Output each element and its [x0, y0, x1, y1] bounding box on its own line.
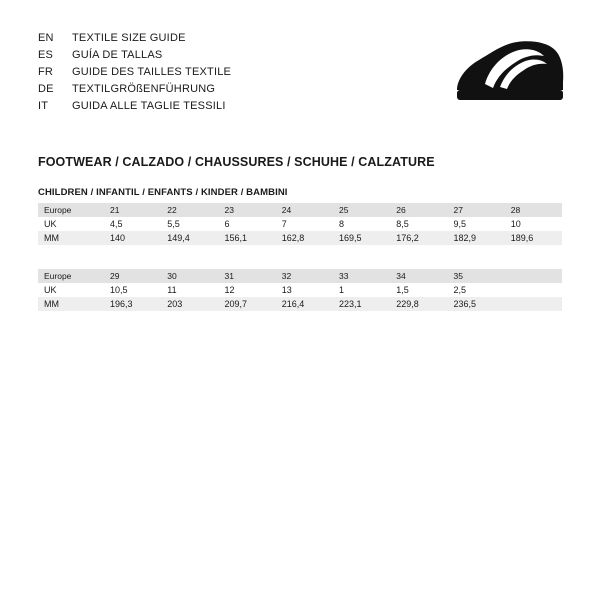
cell: 4,5 — [104, 217, 161, 231]
cell: 189,6 — [505, 231, 562, 245]
cell: 23 — [219, 203, 276, 217]
cell: 169,5 — [333, 231, 390, 245]
cell: 5,5 — [161, 217, 218, 231]
cell: 149,4 — [161, 231, 218, 245]
cell: 33 — [333, 269, 390, 283]
cell: 162,8 — [276, 231, 333, 245]
table-row — [38, 269, 562, 283]
language-row-it — [38, 100, 368, 117]
table-row — [38, 297, 562, 311]
row-label: UK — [38, 283, 104, 297]
cell: 10,5 — [104, 283, 161, 297]
language-label: TEXTILE SIZE GUIDE — [72, 32, 186, 44]
language-list — [38, 32, 368, 117]
cell: 182,9 — [448, 231, 505, 245]
language-label: TEXTILGRÖßENFÜHRUNG — [72, 83, 216, 95]
cell: 229,8 — [390, 297, 447, 311]
row-label: UK — [38, 217, 104, 231]
row-label: MM — [38, 297, 104, 311]
cell: 223,1 — [333, 297, 390, 311]
cell — [505, 269, 562, 283]
cell: 30 — [161, 269, 218, 283]
cell: 1,5 — [390, 283, 447, 297]
cell: 29 — [104, 269, 161, 283]
cell: 10 — [505, 217, 562, 231]
cell: 7 — [276, 217, 333, 231]
table-row — [38, 217, 562, 231]
cell: 12 — [219, 283, 276, 297]
cell: 21 — [104, 203, 161, 217]
cell: 1 — [333, 283, 390, 297]
language-code: IT — [38, 100, 49, 112]
language-code: ES — [38, 49, 54, 61]
language-row-de — [38, 83, 368, 100]
row-label: Europe — [38, 203, 104, 217]
cell: 11 — [161, 283, 218, 297]
cell: 140 — [104, 231, 161, 245]
cell: 236,5 — [448, 297, 505, 311]
cell: 32 — [276, 269, 333, 283]
row-label: MM — [38, 231, 104, 245]
cell: 196,3 — [104, 297, 161, 311]
size-table-children-1 — [38, 203, 562, 245]
cell: 2,5 — [448, 283, 505, 297]
cell: 24 — [276, 203, 333, 217]
cell: 176,2 — [390, 231, 447, 245]
cell: 28 — [505, 203, 562, 217]
cell: 31 — [219, 269, 276, 283]
language-label: GUIDE DES TAILLES TEXTILE — [72, 66, 232, 78]
table-row — [38, 283, 562, 297]
language-row-es — [38, 49, 368, 66]
language-label: GUIDA ALLE TAGLIE TESSILI — [72, 100, 226, 112]
cell: 156,1 — [219, 231, 276, 245]
cell: 25 — [333, 203, 390, 217]
language-row-fr — [38, 66, 368, 83]
language-row-en — [38, 32, 368, 49]
cell: 13 — [276, 283, 333, 297]
page-title: FOOTWEAR / CALZADO / CHAUSSURES / SCHUHE / CALZATURE — [38, 155, 435, 169]
language-code: EN — [38, 32, 54, 44]
cell: 27 — [448, 203, 505, 217]
cell: 26 — [390, 203, 447, 217]
language-code: DE — [38, 83, 54, 95]
cell: 34 — [390, 269, 447, 283]
size-table-children-2 — [38, 269, 562, 311]
shoe-icon — [455, 40, 565, 102]
row-label: Europe — [38, 269, 104, 283]
cell: 22 — [161, 203, 218, 217]
table-row — [38, 203, 562, 217]
group-title: CHILDREN / INFANTIL / ENFANTS / KINDER / BAMBINI — [38, 187, 288, 198]
cell: 6 — [219, 217, 276, 231]
cell: 35 — [448, 269, 505, 283]
cell: 209,7 — [219, 297, 276, 311]
table-row — [38, 231, 562, 245]
cell: 9,5 — [448, 217, 505, 231]
cell: 203 — [161, 297, 218, 311]
cell: 8 — [333, 217, 390, 231]
cell — [505, 283, 562, 297]
language-label: GUÍA DE TALLAS — [72, 49, 163, 61]
cell: 8,5 — [390, 217, 447, 231]
cell — [505, 297, 562, 311]
language-code: FR — [38, 66, 54, 78]
cell: 216,4 — [276, 297, 333, 311]
